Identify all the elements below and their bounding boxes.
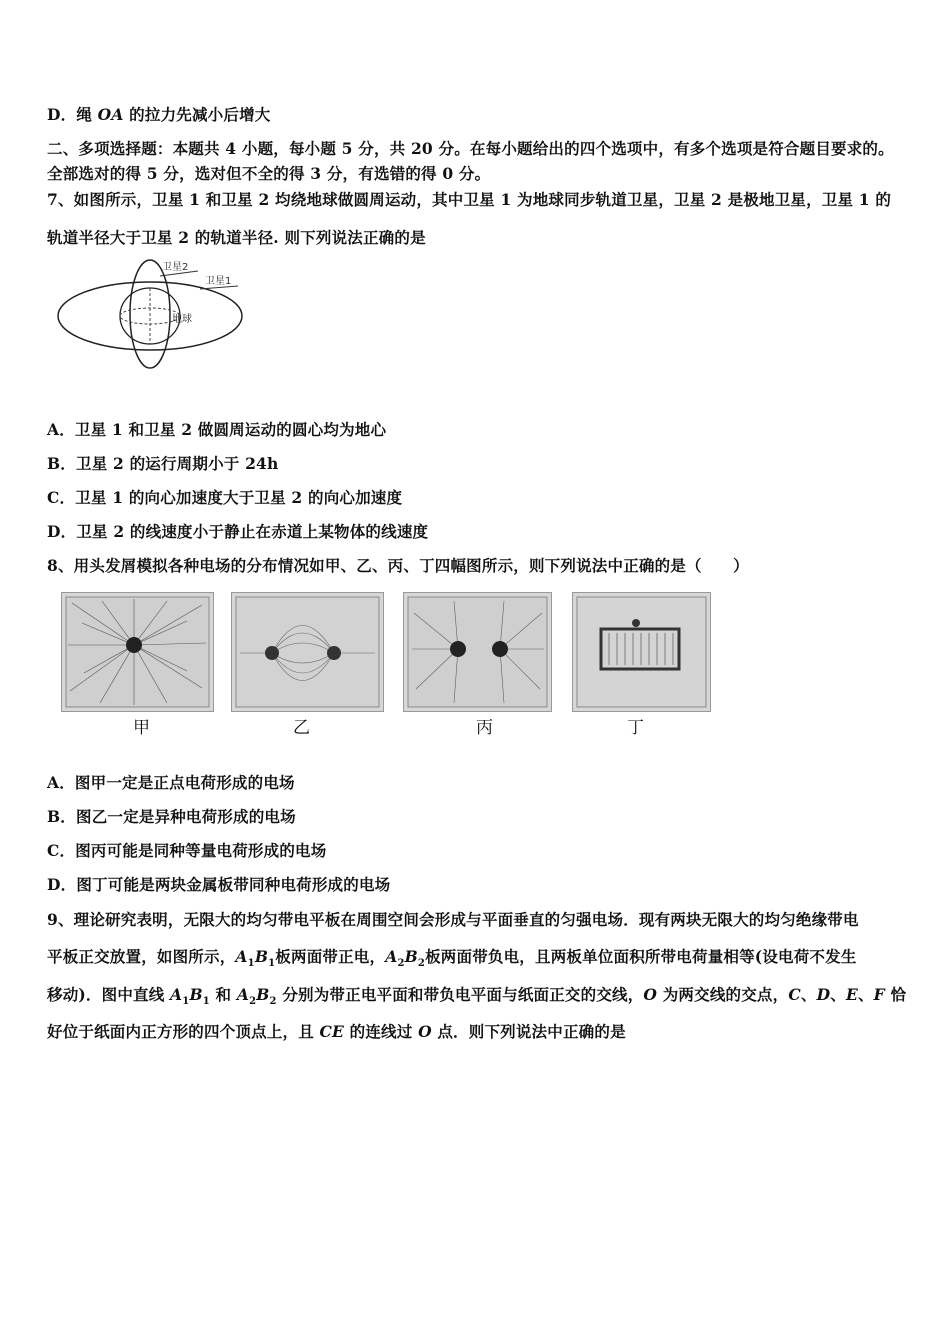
q7-option-c: C．卫星 1 的向心加速度大于卫星 2 的向心加速度 bbox=[47, 488, 403, 507]
q7-option-b: B．卫星 2 的运行周期小于 24h bbox=[47, 454, 279, 473]
text: 恰 bbox=[884, 985, 907, 1004]
text: 板两面带正电， bbox=[275, 947, 386, 966]
var-a: A bbox=[170, 985, 183, 1004]
text: 、 bbox=[857, 985, 874, 1004]
q8-option-c: C．图丙可能是同种等量电荷形成的电场 bbox=[47, 841, 327, 860]
q9-stem-2 bbox=[47, 945, 857, 969]
var-o: O bbox=[643, 985, 658, 1004]
sub: 1 bbox=[268, 958, 276, 970]
text: 好位于纸面内正方形的四个顶点上，且 bbox=[47, 1022, 320, 1041]
q8-stem: 8、用头发屑模拟各种电场的分布情况如甲、乙、丙、丁四幅图所示，则下列说法中正确的是（ ） bbox=[47, 556, 749, 575]
var-d: D bbox=[816, 985, 831, 1004]
q8-option-b: B．图乙一定是异种电荷形成的电场 bbox=[47, 807, 296, 826]
text: 平板正交放置，如图所示， bbox=[47, 947, 236, 966]
var-b: B bbox=[256, 985, 270, 1004]
var-e: E bbox=[845, 985, 858, 1004]
sub: 2 bbox=[249, 996, 257, 1008]
sub: 2 bbox=[269, 996, 277, 1008]
var-c: C bbox=[788, 985, 801, 1004]
sub: 2 bbox=[417, 958, 426, 970]
sub: 1 bbox=[247, 958, 255, 970]
section2-scoring: 全部选对的得 5 分，选对但不全的得 3 分，有选错的得 0 分。 bbox=[47, 164, 491, 183]
sub: 1 bbox=[202, 996, 210, 1008]
text: 移动)．图中直线 bbox=[47, 985, 171, 1004]
caption-bing: 丙 bbox=[476, 718, 493, 738]
var-a: A bbox=[385, 947, 398, 966]
caption-jia: 甲 bbox=[133, 718, 150, 738]
caption-yi: 乙 bbox=[293, 718, 310, 738]
text: 、 bbox=[800, 985, 817, 1004]
q7-option-d: D．卫星 2 的线速度小于静止在赤道上某物体的线速度 bbox=[47, 522, 429, 541]
var-f: F bbox=[873, 985, 885, 1004]
q7-option-a: A．卫星 1 和卫星 2 做圆周运动的圆心均为地心 bbox=[47, 420, 387, 439]
text: 的连线过 bbox=[344, 1022, 419, 1041]
var-a: A bbox=[235, 947, 248, 966]
q7-stem-2: 轨道半径大于卫星 2 的轨道半径. 则下列说法正确的是 bbox=[47, 228, 426, 247]
q7-stem-1: 7、如图所示，卫星 1 和卫星 2 均绕地球做圆周运动，其中卫星 1 为地球同步轨道卫星，卫星 2 是极地卫星，卫星 1 的 bbox=[47, 190, 892, 209]
sat2-label: 卫星2 bbox=[162, 262, 189, 273]
sat1-label: 卫星1 bbox=[205, 276, 232, 287]
field-photo-bing bbox=[403, 592, 552, 712]
prev-option-d bbox=[47, 103, 270, 125]
section2-heading: 二、多项选择题：本题共 4 小题，每小题 5 分，共 20 分。在每小题给出的四个选项中，有多个选项是符合题目要求的。 bbox=[47, 139, 894, 158]
text: D．绳 bbox=[47, 105, 98, 124]
text: 分别为带正电平面和带负电平面与纸面正交的交线， bbox=[276, 985, 644, 1004]
var-b: B bbox=[254, 947, 269, 966]
text: 为两交线的交点， bbox=[657, 985, 789, 1004]
var-ce: CE bbox=[319, 1022, 345, 1041]
text: 的拉力先减小后增大 bbox=[123, 105, 271, 124]
sub: 2 bbox=[397, 958, 405, 970]
text: 点．则下列说法中正确的是 bbox=[431, 1022, 626, 1041]
field-photo-ding bbox=[572, 592, 711, 712]
field-photo-jia bbox=[61, 592, 214, 712]
var-b: B bbox=[404, 947, 418, 966]
q9-stem-1: 9、理论研究表明，无限大的均匀带电平板在周围空间会形成与平面垂直的匀强电场．现有两块无限大的均匀绝缘带电 bbox=[47, 910, 859, 929]
text: 、 bbox=[830, 985, 846, 1004]
var-oa: OA bbox=[97, 105, 124, 124]
var-b: B bbox=[189, 985, 203, 1004]
caption-ding: 丁 bbox=[627, 718, 644, 738]
earth-label: 地球 bbox=[172, 314, 192, 325]
q8-option-a: A．图甲一定是正点电荷形成的电场 bbox=[47, 773, 295, 792]
q9-stem-4 bbox=[47, 1020, 626, 1042]
var-a: A bbox=[236, 985, 250, 1004]
field-photo-yi bbox=[231, 592, 384, 712]
text: 板两面带负电，且两板单位面积所带电荷量相等(设电荷不发生 bbox=[425, 947, 857, 966]
satellite-orbit-figure bbox=[50, 256, 250, 376]
text: 和 bbox=[209, 985, 237, 1004]
sub: 1 bbox=[182, 996, 190, 1008]
var-o: O bbox=[418, 1022, 432, 1041]
q8-option-d: D．图丁可能是两块金属板带同种电荷形成的电场 bbox=[47, 875, 391, 894]
q9-stem-3 bbox=[47, 983, 906, 1007]
